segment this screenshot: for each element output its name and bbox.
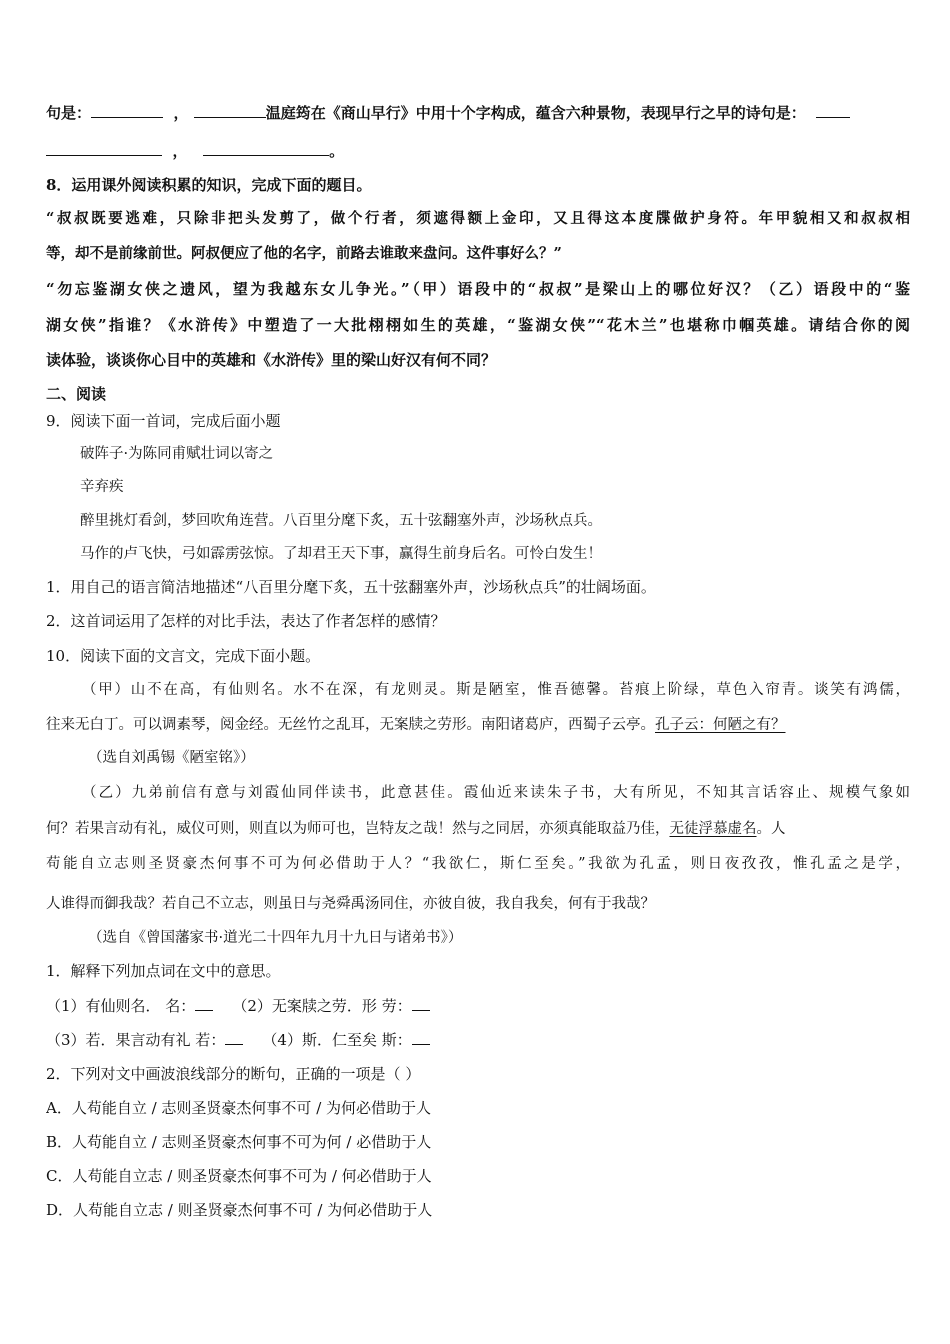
q9-sub1: 1．用自己的语言简洁地描述“八百里分麾下炙，五十弦翻塞外声，沙场秋点兵”的壮阔场面。 bbox=[46, 578, 656, 596]
q7-text: 温庭筠在《商山早行》中用十个字构成，蕴含六种景物，表现早行之早的诗句是： bbox=[265, 104, 806, 122]
answer-blank[interactable] bbox=[46, 140, 162, 156]
q9-title: 9．阅读下面一首词，完成后面小题 bbox=[46, 412, 281, 430]
wavy-underline-text: 孔子云：何陋之有？ bbox=[655, 717, 786, 733]
item-2: （2）无案牍之劳．形 劳： bbox=[232, 997, 412, 1015]
answer-blank[interactable] bbox=[816, 102, 850, 118]
q10-title: 10．阅读下面的文言文，完成下面小题。 bbox=[46, 647, 321, 665]
jia-source: （选自刘禹锡《陋室铭》） bbox=[88, 750, 255, 766]
item-4: （4）斯．仁至矣 斯： bbox=[262, 1031, 412, 1049]
jia-line2 bbox=[46, 714, 910, 736]
poem-line2: 马作的卢飞快，弓如霹雳弦惊。了却君王天下事，赢得生前身后名。可怜白发生！ bbox=[80, 546, 602, 562]
poem-author: 辛弃疾 bbox=[80, 479, 124, 495]
underline-text: 无徒浮慕虚名 bbox=[669, 821, 757, 837]
q8-quote-line1: “叔叔既要逃难，只除非把头发剪了，做个行者，须遮得额上金印，又且得这本度牒做护身符。年甲貌相又和叔叔相 bbox=[46, 210, 910, 227]
q8-title: 8．运用课外阅读积累的知识，完成下面的题目。 bbox=[46, 176, 372, 194]
yi-line2 bbox=[46, 818, 910, 840]
answer-blank[interactable] bbox=[412, 1029, 430, 1045]
q7-line2 bbox=[46, 140, 910, 162]
yi-line1: （乙）九弟前信有意与刘霞仙同伴读书，此意甚佳。霞仙近来读朱子书，大有所见，不知其言话容止、规模气象如 bbox=[82, 785, 910, 801]
poem-line1: 醉里挑灯看剑，梦回吹角连营。八百里分麾下炙，五十弦翻塞外声，沙场秋点兵。 bbox=[80, 513, 602, 529]
poem-title: 破阵子·为陈同甫赋壮词以寄之 bbox=[80, 446, 274, 462]
yi-line2-tail: 。人 bbox=[756, 821, 786, 837]
jia-line1: （甲）山不在高，有仙则名。水不在深，有龙则灵。斯是陋室，惟吾德馨。苔痕上阶绿，草色入帘青。谈笑有鸿儒， bbox=[82, 682, 910, 698]
q8-question-line1: “勿忘鉴湖女侠之遗风，望为我越东女儿争光。”（甲）语段中的“叔叔”是梁山上的哪位好汉？（乙）语段中的“鉴 bbox=[46, 280, 910, 298]
answer-blank[interactable] bbox=[412, 995, 430, 1011]
answer-blank[interactable] bbox=[203, 140, 329, 156]
q7-line1 bbox=[46, 102, 910, 124]
item-1: （1）有仙则名． 名： bbox=[46, 997, 196, 1015]
q7-end: 。 bbox=[329, 142, 345, 160]
q9-sub2: 2．这首词运用了怎样的对比手法，表达了作者怎样的感情？ bbox=[46, 612, 446, 630]
yi-line4: 人谁得而御我哉？若自己不立志，则虽日与尧舜禹汤同住，亦彼自彼，我自我矣，何有于我哉？ bbox=[46, 896, 655, 912]
q10-sub2: 2．下列对文中画波浪线部分的断句，正确的一项是（ ） bbox=[46, 1065, 421, 1083]
option-a[interactable]: A．人苟能自立 / 志则圣贤豪杰何事不可 / 为何必借助于人 bbox=[46, 1099, 432, 1117]
q7-separator: ， bbox=[172, 142, 188, 160]
answer-blank[interactable] bbox=[195, 995, 213, 1011]
answer-blank[interactable] bbox=[225, 1029, 243, 1045]
q7-separator: ， bbox=[173, 104, 189, 122]
answer-blank[interactable] bbox=[194, 102, 266, 118]
option-c[interactable]: C．人苟能自立志 / 则圣贤豪杰何事不可为 / 何必借助于人 bbox=[46, 1167, 432, 1185]
answer-blank[interactable] bbox=[91, 102, 163, 118]
option-b[interactable]: B．人苟能自立 / 志则圣贤豪杰何事不可为何 / 必借助于人 bbox=[46, 1133, 432, 1151]
item-3: （3）若．果言动有礼 若： bbox=[46, 1031, 226, 1049]
q8-question-line3: 读体验，谈谈你心目中的英雄和《水浒传》里的梁山好汉有何不同？ bbox=[46, 351, 497, 369]
q10-sub1-row1 bbox=[46, 995, 910, 1017]
jia-line2-text: 往来无白丁。可以调素琴，阅金经。无丝竹之乱耳，无案牍之劳形。南阳诸葛庐，西蜀子云亭。 bbox=[46, 717, 655, 733]
yi-source: （选自《曾国藩家书·道光二十四年九月十九日与诸弟书》） bbox=[88, 930, 463, 946]
option-d[interactable]: D．人苟能自立志 / 则圣贤豪杰何事不可 / 为何必借助于人 bbox=[46, 1201, 433, 1219]
q10-sub1: 1．解释下列加点词在文中的意思。 bbox=[46, 962, 281, 980]
q8-quote-line2: 等，却不是前缘前世。阿叔便应了他的名字，前路去谁敢来盘问。这件事好么？” bbox=[46, 245, 562, 262]
yi-line2-text: 何？若果言动有礼，威仪可则，则直以为师可也，岂特友之哉！然与之同居，亦须真能取益乃佳， bbox=[46, 821, 670, 837]
q8-question-line2: 湖女侠”指谁？《水浒传》中塑造了一大批栩栩如生的英雄，“鉴湖女侠”“花木兰”也堪称巾帼英雄。请结合你的阅 bbox=[46, 316, 910, 334]
yi-line3: 苟能自立志则圣贤豪杰何事不可为何必借助于人？“我欲仁，斯仁至矣。”我欲为孔孟，则日夜孜孜，惟孔孟之是学， bbox=[46, 856, 910, 872]
q7-prefix: 句是： bbox=[46, 104, 92, 122]
section-heading: 二、阅读 bbox=[46, 385, 107, 403]
q10-sub1-row2 bbox=[46, 1029, 910, 1051]
